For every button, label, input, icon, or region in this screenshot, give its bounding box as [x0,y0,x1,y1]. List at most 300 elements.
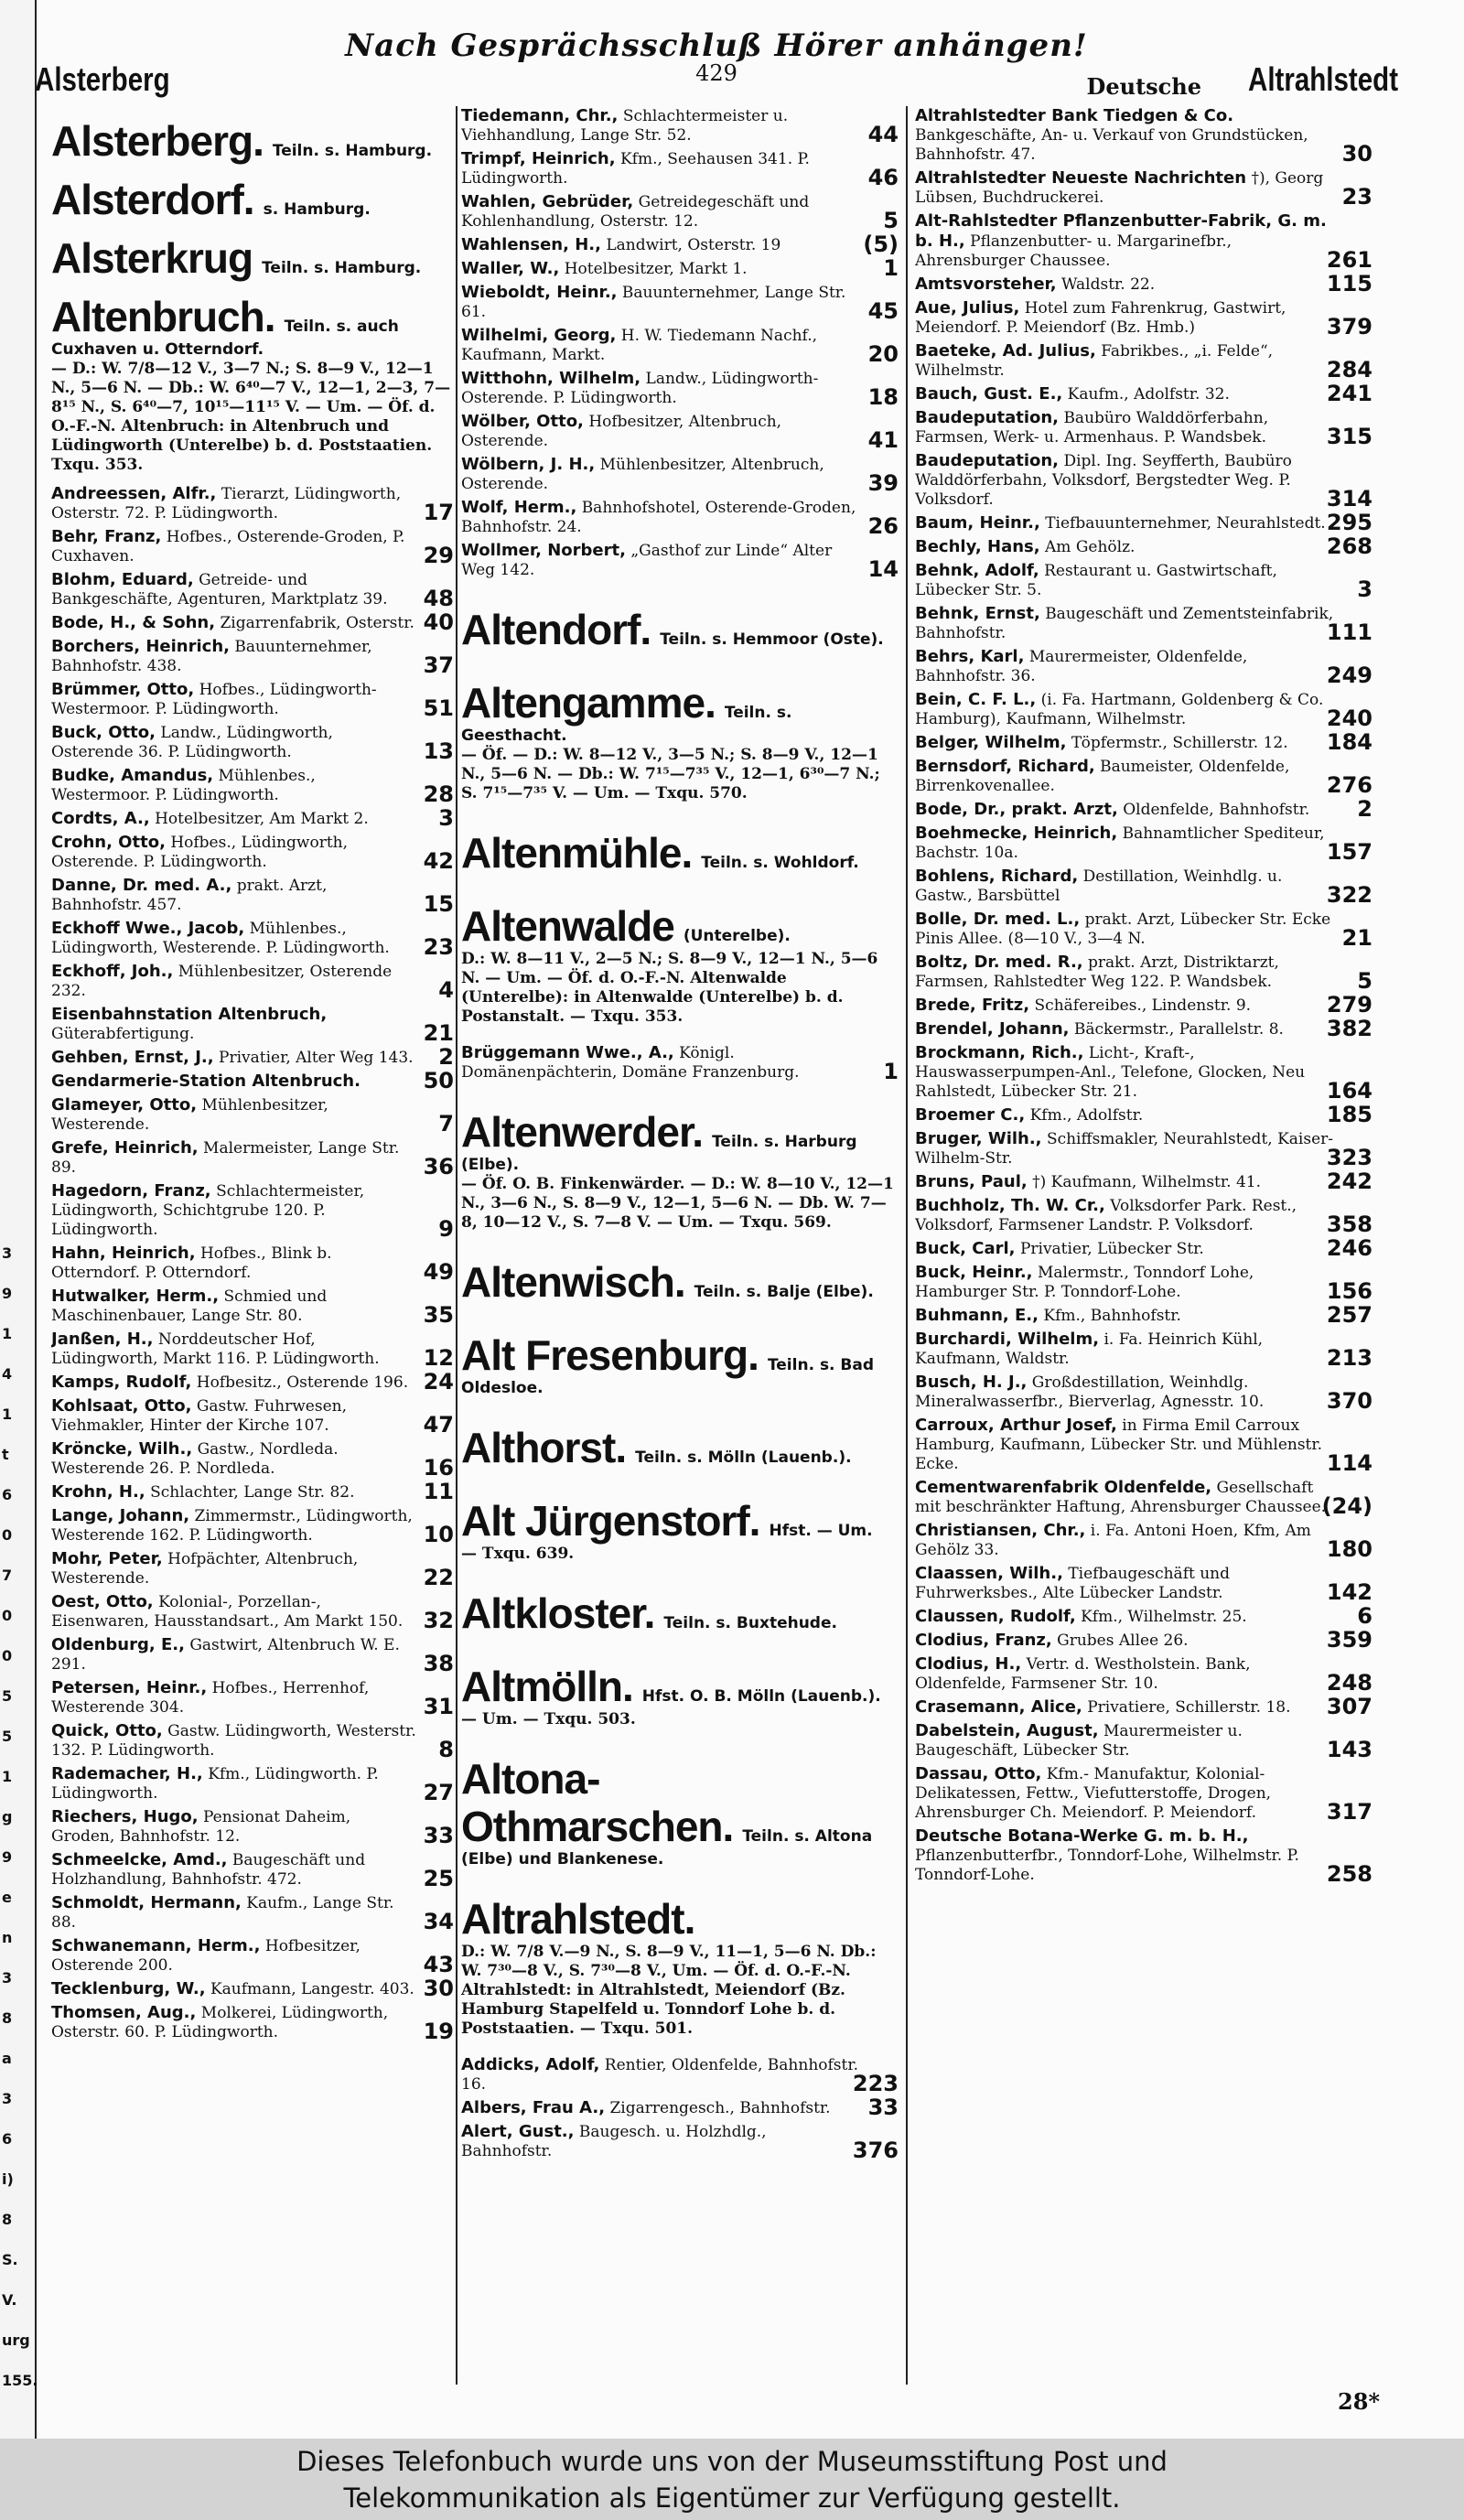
listing-name: Mohr, Peter, [51,1549,163,1568]
place-info: D.: W. 7/8 V.—9 N., S. 8—9 V., 11—1, 5—6 N. Db.: W. 7³⁰—8 V., S. 7³⁰—8 V., Um. — Öf. d. O.-F.-N. Altrahlstedt: in Altrahlstedt, Meiendorf (Bz. Hamburg Stapelfeld u. Tonndorf Lohe b. d. Poststaatien. — Txqu. 501. [461,1943,877,2038]
phone-number: 17 [423,500,454,525]
listing-name: Eisenbahnstation Altenbruch, [51,1005,328,1024]
listing-name: Clodius, H., [915,1654,1022,1674]
phone-number: 19 [423,2019,454,2044]
listing-name: Hutwalker, Herm., [51,1287,220,1306]
listing-entry [51,1592,454,1632]
listing-details: Gastw., Nordleda. Westerende 26. P. Nordleda. [51,1440,339,1478]
listing-entry [51,1549,454,1588]
phone-number: 5 [1357,968,1372,994]
listing-details: Schlachtermeister u. Viehhandlung, Lange Str. 52. [461,107,789,145]
phone-number: 322 [1326,882,1372,908]
listing-name: Baudeputation, [915,408,1060,427]
listing-details: Schlachtermeister, Lüdingworth, Schichtgrube 120. P. Lüdingworth. [51,1182,365,1239]
listing-name: Albers, Frau A., [461,2098,606,2117]
listing-entry [51,570,454,609]
listing-entry [915,910,1372,949]
listing-entry [51,1244,454,1283]
listing-details: Licht-, Kraft-, Hauswasserpumpen-Anl., Telefone, Glocken, Neu Rahlstedt, Lübecker Str. 21. [915,1044,1306,1101]
listing-entry [915,1016,1372,1041]
phone-number: 3 [438,805,454,831]
listing-entry [51,1506,454,1545]
phone-number: 46 [867,165,899,190]
listing-details: „Gasthof zur Linde“ Alter Weg 142. [461,542,833,579]
listing-name: Brümmer, Otto, [51,680,195,699]
listing-name: Wieboldt, Heinr., [461,283,618,302]
phone-number: 45 [867,298,899,324]
listing-entry [915,604,1372,643]
listing-entry [51,2003,454,2042]
place-info: — D.: W. 7/8—12 V., 3—7 N.; S. 8—9 V., 12—1 N., 5—6 N. — Db.: W. 6⁴⁰—7 V., 12—1, 2—3, 7—8¹⁵ N., S. 6⁴⁰—7, 10¹⁵—11¹⁵ V. — Um. — Öf. d. O.-F.-N. Altenbruch: in Altenbruch und Lüdingworth (Unterelbe) b. d. Poststaatien. Txqu. 353. [51,360,451,474]
phone-number: 376 [852,2138,899,2163]
phone-number: 29 [423,543,454,568]
phone-number: 276 [1326,772,1372,798]
listing-details: Restaurant u. Gastwirtschaft, Lübecker Str. 5. [915,562,1277,599]
listing-details: Baugesch. u. Holzhdlg., Bahnhofstr. [461,2123,767,2160]
listing-entry [915,1694,1372,1719]
listing-name: Andreessen, Alfr., [51,484,217,503]
listing-entry [461,255,899,281]
place-note: Teiln. s. Altona (Elbe) und Blankenese. [461,1827,873,1868]
place-heading [461,829,899,877]
listing-name: Thomsen, Aug., [51,2003,197,2022]
listing-name: Wahlen, Gebrüder, [461,192,634,211]
listing-name: Behr, Franz, [51,527,162,546]
listing-details: Zimmermstr., Lüdingworth, Westerende 162. P. Lüdingworth. [51,1507,413,1545]
listing-name: Eckhoff, Joh., [51,962,174,981]
listing-details: Malermstr., Tonndorf Lohe, Hamburger Str. P. Tonndorf-Lohe. [915,1264,1254,1301]
listing-name: Christiansen, Chr., [915,1521,1086,1540]
edge-fragment: 0 [2,1526,13,1544]
listing-name: Tiedemann, Chr., [461,106,619,125]
edge-fragment: 5 [2,1687,13,1705]
listing-name: Deutsche Botana-Werke G. m. b. H., [915,1826,1249,1846]
phone-number: 115 [1326,271,1372,296]
place-heading [461,1424,899,1471]
place-name: Alsterkrug [51,234,253,282]
page-number: 429 [695,60,737,86]
phone-number: 268 [1326,533,1372,559]
listing-entry [915,867,1372,906]
place-heading [461,1258,899,1306]
listing-entry [915,1416,1372,1474]
listing-details: Kfm., Bahnhofstr. [1043,1307,1181,1325]
phone-number: 13 [423,738,454,764]
listing-details: Tiefbaugeschäft und Fuhrwerksbes., Alte Lübecker Landstr. [915,1565,1231,1602]
listing-details: Pflanzenbutterfbr., Tonndorf-Lohe, Wilhelmstr. P. Tonndorf-Lohe. [915,1847,1299,1884]
place-heading [461,1895,899,2039]
place-note: Teiln. s. auch Cuxhaven u. Otterndorf. [51,318,399,359]
listing-name: Waller, W., [461,259,560,278]
phone-number: 111 [1326,619,1372,645]
listing-entry [51,1721,454,1761]
phone-number: 32 [423,1608,454,1633]
listing-details: Oldenfelde, Bahnhofstr. [1123,801,1310,819]
listing-entry [915,1721,1372,1761]
listing-name: Claussen, Rudolf, [915,1607,1076,1626]
listing-details: Hotel zum Fahrenkrug, Gastwirt, Meiendorf. P. Meiendorf (Bz. Hmb.) [915,299,1286,337]
phone-number: 21 [1341,925,1372,951]
place-heading [51,176,454,223]
phone-number: 37 [423,652,454,678]
listing-details: Gastw. Lüdingworth, Westerstr. 132. P. Lüdingworth. [51,1722,416,1760]
listing-entry [51,609,454,635]
phone-number: 14 [867,556,899,582]
listing-name: Addicks, Adolf, [461,2055,600,2074]
listing-name: Kamps, Rudolf, [51,1373,192,1392]
place-name: Althorst. [461,1424,627,1471]
phone-number: 142 [1326,1579,1372,1605]
place-name: Alt Fresenburg. [461,1331,759,1379]
listing-name: Burchardi, Wilhelm, [915,1330,1100,1349]
listing-details: Zigarrenfabrik, Osterstr. [220,614,414,632]
listing-name: Buck, Heinr., [915,1263,1033,1282]
listing-entry [461,326,899,365]
place-name: Altenwisch. [461,1258,685,1306]
listing-name: Clodius, Franz, [915,1631,1052,1650]
phone-number: 20 [867,341,899,367]
phone-number: 15 [423,891,454,917]
edge-fragment: 9 [2,1848,13,1866]
listing-name: Buhmann, E., [915,1306,1039,1325]
phone-number: 31 [423,1694,454,1719]
phone-number: 10 [423,1522,454,1547]
listing-name: Eckhoff Wwe., Jacob, [51,919,245,938]
listing-entry [51,1396,454,1436]
listing-details: Schäfereibes., Lindenstr. 9. [1034,996,1252,1015]
phone-number: 21 [423,1020,454,1046]
listing-name: Wölbern, J. H., [461,455,596,474]
place-note: Teiln. s. Mölln (Lauenb.). [635,1448,852,1467]
listing-details: Kfm.- Manufaktur, Kolonial-Delikatessen, Fettw., Viefutterstoffe, Drogen, Ahrensburger Ch. Meiendorf. P. Meiendorf. [915,1765,1272,1822]
listing-details: Gastwirt, Altenbruch W. E. 291. [51,1636,400,1674]
listing-entry [915,690,1372,729]
phone-number: 5 [883,208,899,233]
listing-details: Hofbes., Lüdingworth, Osterende. P. Lüdingworth. [51,834,349,871]
place-heading [461,1497,899,1564]
listing-details: i. Fa. Antoni Hoen, Kfm, Am Gehölz 33. [915,1522,1311,1559]
listing-name: Glameyer, Otto, [51,1095,198,1115]
listing-details: Mühlenbesitzer, Westerende. [51,1096,328,1134]
phone-number: 11 [423,1479,454,1504]
phone-number: 359 [1326,1627,1372,1653]
phone-number: 22 [423,1565,454,1590]
listing-name: Alert, Gust., [461,2122,575,2141]
edge-fragment: 3 [2,1969,13,1987]
phone-number: 12 [423,1345,454,1371]
listing-details: Maurermeister, Oldenfelde, Bahnhofstr. 36. [915,648,1248,685]
listing-entry [51,1181,454,1240]
listing-details: in Firma Emil Carroux Hamburg, Kaufmann, Lübecker Str. und Mühlenstr. Ecke. [915,1416,1323,1473]
listing-entry [915,1764,1372,1823]
phone-number: 8 [438,1737,454,1762]
listing-name: Brendel, Johann, [915,1019,1070,1039]
listing-name: Krohn, H., [51,1482,145,1502]
listing-entry [51,766,454,805]
phone-number: 184 [1326,729,1372,755]
listing-name: Belger, Wilhelm, [915,733,1067,752]
place-heading [461,606,899,653]
listing-name: Dassau, Otto, [915,1764,1042,1783]
listing-details: Hofbesitzer, Altenbruch, Osterende. [461,413,782,450]
edge-fragment: 3 [2,1244,13,1262]
listing-details: Privatiere, Schillerstr. 18. [1087,1698,1291,1717]
phone-number: 114 [1326,1450,1372,1476]
place-note: Teiln. s. Bad Oldesloe. [461,1356,875,1397]
listing-details: Waldstr. 22. [1061,275,1156,294]
listing-entry [915,381,1372,406]
listing-name: Buck, Carl, [915,1239,1016,1258]
listing-details: Kaufm., Lange Str. 88. [51,1894,394,1932]
phone-number: 3 [1357,576,1372,602]
listing-details: prakt. Arzt, Lübecker Str. Ecke Pinis Allee. (8—10 V., 3—4 N. [915,910,1331,948]
listing-entry [461,106,899,145]
place-name: Altmölln. [461,1663,633,1710]
listing-details: Volksdorfer Park. Rest., Volksdorf, Farmsener Landstr. P. Volksdorf. [915,1197,1297,1234]
listing-entry [915,1043,1372,1102]
listing-name: Crohn, Otto, [51,833,166,852]
listing-name: Lange, Johann, [51,1506,190,1525]
listing-entry [51,484,454,523]
listing-entry [51,919,454,958]
place-info: — Öf. O. B. Finkenwärder. — D.: W. 8—10 V., 12—1 N., 3—6 N., S. 8—9 V., 12—1, 5—6 N. — Db. W. 7—8, 10—12 V., S. 7—8 V. — Um. — Txqu. 569. [461,1175,894,1232]
listing-entry [51,1807,454,1847]
listing-entry [51,1764,454,1804]
phone-number: 279 [1326,992,1372,1018]
edge-fragment: 6 [2,2130,13,2148]
place-name: Altenwerder. [461,1108,704,1156]
listing-name: Tecklenburg, W., [51,1979,206,1998]
listing-details: Getreidegeschäft und Kohlenhandlung, Osterstr. 12. [461,193,810,231]
listing-details: Tiefbauunternehmer, Neurahlstedt. [1045,514,1326,533]
listing-entry [915,1196,1372,1235]
listing-entry [915,408,1372,447]
listing-details: Großdestillation, Weinhdlg. Mineralwasserfbr., Bierverlag, Agnesstr. 10. [915,1373,1265,1411]
listing-name: Crasemann, Alice, [915,1697,1082,1717]
phone-number: 143 [1326,1737,1372,1762]
listing-name: Behnk, Ernst, [915,604,1040,623]
phone-number: 241 [1326,381,1372,406]
listing-entry [915,729,1372,755]
phone-number: 30 [423,1976,454,2001]
listing-name: Quick, Otto, [51,1721,163,1740]
listing-entry [51,876,454,915]
place-note: s. Hamburg. [263,200,371,219]
header-slogan: Nach Gesprächsschluß Hörer anhängen! [345,27,1088,64]
listing-details: Gastw. Fuhrwesen, Viehmakler, Hinter der Kirche 107. [51,1397,348,1435]
listing-name: Baeteke, Ad. Julius, [915,341,1096,361]
listing-name: Bohlens, Richard, [915,867,1079,886]
listing-entry [915,168,1372,208]
phone-number: 25 [423,1866,454,1891]
page-footer-number: 28* [1338,2388,1380,2415]
phone-number: 2 [438,1044,454,1070]
listing-details: Hofbes., Osterende-Groden, P. Cuxhaven. [51,528,405,565]
edge-fragment: 5 [2,1728,13,1745]
phone-number: 16 [423,1455,454,1481]
edge-fragment: n [2,1929,13,1946]
listing-details: Pensionat Daheim, Groden, Bahnhofstr. 12. [51,1808,351,1846]
edge-fragment: V. [2,2291,17,2309]
edge-fragment: t [2,1446,9,1463]
listing-name: Cementwarenfabrik Oldenfelde, [915,1478,1212,1497]
listing-name: Buck, Otto, [51,723,156,742]
listing-name: Baudeputation, [915,451,1060,470]
phone-number: 242 [1326,1168,1372,1194]
edge-fragment: i) [2,2170,14,2188]
listing-entry [461,412,899,451]
phone-number: 23 [423,934,454,960]
phone-number: 41 [867,427,899,453]
phone-number: 27 [423,1780,454,1805]
listing-details: Kaufm., Adolfstr. 32. [1067,385,1230,404]
listing-name: Oldenburg, E., [51,1635,185,1654]
place-info: D.: W. 8—11 V., 2—5 N.; S. 8—9 V., 12—1 N., 5—6 N. — Um. — Öf. d. O.-F.-N. Altenwalde (Unterelbe): in Altenwalde (Unterelbe) b. d. Postanstalt. — Txqu. 353. [461,950,878,1026]
listing-entry [51,1936,454,1976]
phone-number: 33 [423,1823,454,1848]
page-header [35,26,1398,100]
phone-number: 185 [1326,1102,1372,1127]
listing-name: Bauch, Gust. E., [915,384,1063,404]
column-divider [456,106,458,2385]
listing-name: Blohm, Eduard, [51,570,194,589]
place-name: Altkloster. [461,1589,655,1637]
listing-name: Brockmann, Rich., [915,1043,1084,1062]
listing-details: Güterabfertigung. [51,1025,195,1043]
listing-name: Broemer C., [915,1105,1026,1125]
listing-details: Bahnamtlicher Spediteur, Bachstr. 10a. [915,824,1325,862]
listing-name: Janßen, H., [51,1330,154,1349]
listing-entry [915,1564,1372,1603]
listing-details: Hotelbesitzer, Am Markt 2. [155,810,369,828]
listing-name: Behrs, Karl, [915,647,1025,666]
listing-name: Budke, Amandus, [51,766,214,785]
listing-entry [51,723,454,762]
listing-details: Rentier, Oldenfelde, Bahnhofstr. 16. [461,2056,859,2094]
listing-details: Privatier, Lübecker Str. [1019,1240,1204,1258]
edge-fragment: a [2,2050,12,2067]
listing-entry [51,833,454,872]
listing-entry [51,637,454,676]
listing-details: Baugeschäft und Zementsteinfabrik, Bahnhofstr. [915,605,1334,642]
banner-line-1: Dieses Telefonbuch wurde uns von der Museumsstiftung Post und [296,2446,1168,2477]
listing-name: Gehben, Ernst, J., [51,1048,214,1067]
phone-number: 323 [1326,1145,1372,1170]
listing-details: Hofbesitzer, Osterende 200. [51,1937,361,1975]
place-name: Altenbruch. [51,293,275,340]
listing-name: Baum, Heinr., [915,513,1040,533]
listing-entry [51,1138,454,1178]
listing-entry [915,106,1372,165]
listing-name: Hahn, Heinrich, [51,1244,196,1263]
listing-entry [915,510,1372,535]
listing-entry [915,1627,1372,1653]
phone-number: 33 [867,2095,899,2120]
listing-details: Destillation, Weinhdlg. u. Gastw., Barsbüttel [915,867,1283,905]
edge-fragment: 3 [2,2090,13,2107]
listing-entry [915,796,1372,822]
place-heading [51,293,454,475]
listing-name: Busch, H. J., [915,1373,1028,1392]
phone-number: 51 [423,695,454,721]
listing-entry [461,192,899,232]
phone-number: 39 [867,470,899,496]
listing-details: Kfm., Lüdingworth. P. Lüdingworth. [51,1765,379,1803]
place-note: Teiln. s. Wohldorf. [701,854,859,872]
listing-name: Cordts, A., [51,809,150,828]
phone-number: 9 [438,1216,454,1242]
listing-name: Gendarmerie-Station Altenbruch. [51,1072,361,1091]
listing-details: prakt. Arzt, Distriktarzt, Farmsen, Rahlstedter Weg 122. P. Wandsbek. [915,953,1279,991]
column-3 [915,106,1372,2385]
phone-number: (24) [1321,1493,1372,1519]
listing-details: Privatier, Alter Weg 143. [219,1049,414,1067]
listing-entry [51,1893,454,1933]
listing-name: Boehmecke, Heinrich, [915,824,1118,843]
listing-entry [51,1369,454,1395]
listing-entry [461,2055,899,2095]
listing-name: Riechers, Hugo, [51,1807,199,1826]
place-note: Hfst. O. B. Mölln (Lauenb.). [641,1687,881,1706]
listing-entry [915,953,1372,992]
listing-details: Bauunternehmer, Lange Str. 61. [461,284,846,321]
place-note: Teiln. s. Balje (Elbe). [694,1283,874,1301]
place-name: Alsterberg. [51,117,264,165]
listing-entry [915,561,1372,600]
listing-entry [461,2095,899,2120]
phone-number: 379 [1326,314,1372,339]
listing-entry [51,680,454,719]
place-heading [461,1108,899,1233]
listing-details: Schlachter, Lange Str. 82. [150,1483,355,1502]
phone-number: 261 [1326,247,1372,273]
phone-number: 24 [423,1369,454,1395]
listing-name: Amtsvorsteher, [915,275,1057,294]
listing-name: Schmeelcke, Amd., [51,1850,228,1869]
phone-number: 36 [423,1154,454,1179]
place-info: — Txqu. 639. [461,1545,575,1563]
listing-details: (i. Fa. Hartmann, Goldenberg & Co. Hamburg), Kaufmann, Wilhelmstr. [915,691,1324,728]
place-heading [461,1663,899,1729]
listing-details: Hofpächter, Altenbruch, Westerende. [51,1550,359,1588]
listing-name: Bein, C. F. L., [915,690,1037,709]
listing-details: Zigarrengesch., Bahnhofstr. [609,2099,831,2117]
listing-details: Hofbes., Herrenhof, Westerende 304. [51,1679,370,1717]
listing-entry [51,1635,454,1675]
listing-details: Hofbesitz., Osterende 196. [196,1373,409,1392]
listing-details: Landwirt, Osterstr. 19 [606,236,781,254]
header-right-small: Deutsche [1086,73,1201,100]
phone-number: 223 [852,2071,899,2096]
listing-name: Borchers, Heinrich, [51,637,230,656]
phone-number: 249 [1326,662,1372,688]
phone-number: 156 [1326,1278,1372,1304]
listing-details: Bauunternehmer, Bahnhofstr. 438. [51,638,372,675]
place-heading [51,234,454,282]
listing-entry [915,1168,1372,1194]
phone-number: 295 [1326,510,1372,535]
listing-entry [915,647,1372,686]
phone-number: 48 [423,586,454,611]
edge-fragment: 9 [2,1285,13,1302]
listing-name: Hagedorn, Franz, [51,1181,211,1201]
edge-fragment: S. [2,2251,18,2268]
listing-name: Behnk, Adolf, [915,561,1039,580]
listing-name: Brüggemann Wwe., A., [461,1043,674,1062]
listing-name: Witthohn, Wilhelm, [461,369,641,388]
listing-entry [51,1068,454,1093]
listing-details: †), Georg Lübsen, Buchdruckerei. [915,169,1324,207]
